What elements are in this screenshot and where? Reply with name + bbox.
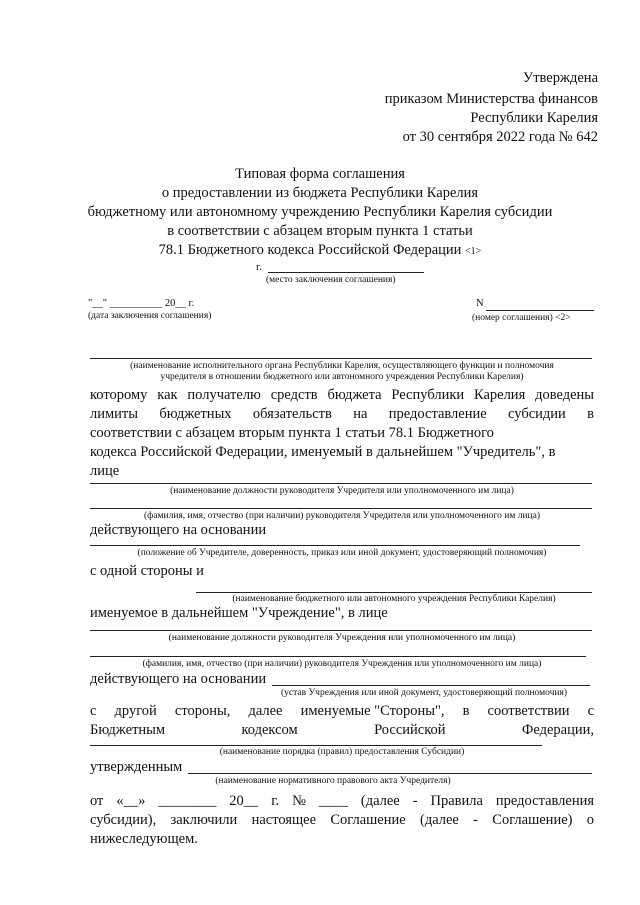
- para1-line-2: [90, 405, 594, 424]
- approval-line-2: приказом Министерства финансов: [384, 91, 598, 107]
- institution-name-field[interactable]: [196, 592, 592, 593]
- approved-by-line: утвержденным: [90, 759, 183, 775]
- place-caption: (место заключения соглашения): [266, 275, 396, 285]
- institution-basis-caption: (устав Учреждения или иной документ, удостоверяющий полномочия): [280, 688, 568, 698]
- paragraph-word: субсидии: [508, 406, 566, 422]
- founder-basis-caption: (положение об Учредителе, доверенность, приказ или иной документ, удостоверяющий полномочия): [137, 548, 547, 558]
- legal-act-caption: (наименование нормативного правового акта Учредителя): [215, 776, 451, 786]
- para3-line-1: [90, 792, 594, 811]
- para1-line-1: [90, 386, 594, 405]
- paragraph-word: Российской: [374, 722, 446, 738]
- paragraph-word: 20__: [229, 793, 259, 809]
- paragraph-word: Соглашение): [492, 812, 573, 828]
- paragraph-word: ________: [158, 793, 217, 809]
- paragraph-word: Бюджетным: [90, 722, 166, 738]
- legal-act-field[interactable]: [188, 773, 592, 774]
- founder-org-caption-1: (наименование исполнительного органа Республики Карелия, осуществляющего функции и полномочия: [130, 361, 554, 371]
- founder-head-name-caption: (фамилия, имя, отчество (при наличии) руководителя Учредителя или уполномоченного им лица): [143, 511, 540, 521]
- procedure-name-field[interactable]: [90, 745, 542, 746]
- paragraph-word: г.: [271, 793, 280, 809]
- acting-basis-1: действующего на основании: [90, 522, 267, 538]
- founder-head-name-field[interactable]: [90, 508, 592, 509]
- paragraph-word: получателю: [187, 387, 261, 403]
- one-side-line: с одной стороны и: [90, 563, 204, 579]
- paragraph-word: в: [587, 406, 595, 422]
- institution-named-line: именуемое в дальнейшем "Учреждение", в лице: [90, 605, 388, 621]
- paragraph-word: -: [412, 793, 418, 809]
- paragraph-word: предоставление: [388, 406, 487, 422]
- founder-org-field[interactable]: [90, 358, 592, 359]
- paragraph-word: Республики: [391, 387, 465, 403]
- number-caption: (номер соглашения) <2>: [472, 313, 571, 323]
- approval-line-4: от 30 сентября 2022 года № 642: [402, 129, 598, 145]
- institution-head-name-caption: (фамилия, имя, отчество (при наличии) руководителя Учреждения или уполномоченного им лица): [142, 659, 542, 669]
- para2-line-1: [90, 702, 594, 721]
- founder-org-caption-2: учредителя в отношении бюджетного или автономного учреждения Республики Карелия): [160, 372, 524, 382]
- founder-head-position-caption: (наименование должности руководителя Учредителя или уполномоченного им лица): [170, 486, 514, 496]
- form-title-line-4: в соответствии с абзацем вторым пункта 1 статьи: [167, 223, 473, 239]
- place-prefix: г.: [256, 261, 263, 273]
- form-title-line-2: о предоставлении из бюджета Республики Карелия: [161, 185, 479, 201]
- paragraph-word: предоставления: [495, 793, 595, 809]
- paragraph-word: стороны,: [174, 703, 231, 719]
- date-field[interactable]: "__" __________ 20__ г.: [88, 298, 195, 309]
- form-title-line-1: Типовая форма соглашения: [235, 166, 405, 182]
- paragraph-word: от: [90, 793, 104, 809]
- date-caption: (дата заключения соглашения): [88, 311, 212, 321]
- paragraph-word: как: [157, 387, 178, 403]
- para1-line-3: соответствии с абзацем вторым пункта 1 статьи 78.1 Бюджетного: [90, 425, 494, 441]
- place-field[interactable]: [268, 272, 424, 273]
- footnote-ref-1: <1>: [465, 246, 482, 257]
- paragraph-word: Правила: [430, 793, 483, 809]
- para1-line-4: кодекса Российской Федерации, именуемый в дальнейшем "Учредитель", в: [90, 444, 556, 460]
- paragraph-word: на: [353, 406, 368, 422]
- paragraph-word: с: [90, 703, 97, 719]
- approval-line-1: Утверждена: [522, 70, 598, 86]
- procedure-name-caption: (наименование порядка (правил) предоставления Субсидии): [219, 747, 465, 757]
- institution-name-caption: (наименование бюджетного или автономного учреждения Республики Карелия): [232, 594, 556, 604]
- number-prefix: N: [476, 298, 484, 309]
- form-title-line-3: бюджетному или автономному учреждению Республики Карелия субсидии: [87, 204, 553, 220]
- paragraph-word: субсидии),: [90, 812, 157, 828]
- founder-head-position-field[interactable]: [90, 483, 592, 484]
- paragraph-word: настоящее: [251, 812, 317, 828]
- para3-line-2: [90, 811, 594, 830]
- paragraph-word: соответствии: [487, 703, 570, 719]
- form-title-line-5-text: 78.1 Бюджетного кодекса Российской Федерации: [158, 242, 462, 258]
- paragraph-word: в: [462, 703, 470, 719]
- paragraph-word: -: [473, 812, 478, 828]
- paragraph-word: именуемые "Стороны",: [300, 703, 445, 719]
- institution-head-position-caption: (наименование должности руководителя Учреждения или уполномоченного им лица): [168, 633, 516, 643]
- paragraph-word: Карелия: [473, 387, 526, 403]
- institution-basis-field[interactable]: [272, 685, 590, 686]
- paragraph-word: (далее: [419, 812, 459, 828]
- paragraph-word: другой: [114, 703, 157, 719]
- paragraph-word: №: [292, 793, 306, 809]
- approval-line-3: Республики Карелия: [470, 110, 598, 126]
- paragraph-word: ____: [318, 793, 348, 809]
- paragraph-word: заключили: [170, 812, 238, 828]
- paragraph-word: далее: [248, 703, 283, 719]
- number-field[interactable]: [486, 310, 594, 311]
- institution-head-name-field[interactable]: [90, 656, 586, 657]
- form-title-line-5: [60, 241, 580, 261]
- paragraph-word: бюджетных: [159, 406, 232, 422]
- paragraph-word: «__»: [116, 793, 146, 809]
- paragraph-word: бюджета: [327, 387, 382, 403]
- para2-line-2: [90, 721, 594, 740]
- paragraph-word: Федерации,: [521, 722, 595, 738]
- para1-line-5: лице: [90, 463, 120, 479]
- paragraph-word: с: [587, 703, 594, 719]
- paragraph-word: которому: [90, 387, 148, 403]
- acting-basis-2: действующего на основании: [90, 671, 267, 687]
- paragraph-word: лимиты: [90, 406, 139, 422]
- institution-head-position-field[interactable]: [90, 630, 592, 631]
- founder-basis-field[interactable]: [90, 545, 580, 546]
- para3-line-3: нижеследующем.: [90, 831, 198, 847]
- paragraph-word: (далее: [360, 793, 400, 809]
- paragraph-word: средств: [270, 387, 318, 403]
- paragraph-word: Соглашение: [330, 812, 406, 828]
- paragraph-word: о: [586, 812, 595, 828]
- paragraph-word: кодексом: [241, 722, 298, 738]
- paragraph-word: обязательств: [252, 406, 332, 422]
- paragraph-word: доведены: [535, 387, 595, 403]
